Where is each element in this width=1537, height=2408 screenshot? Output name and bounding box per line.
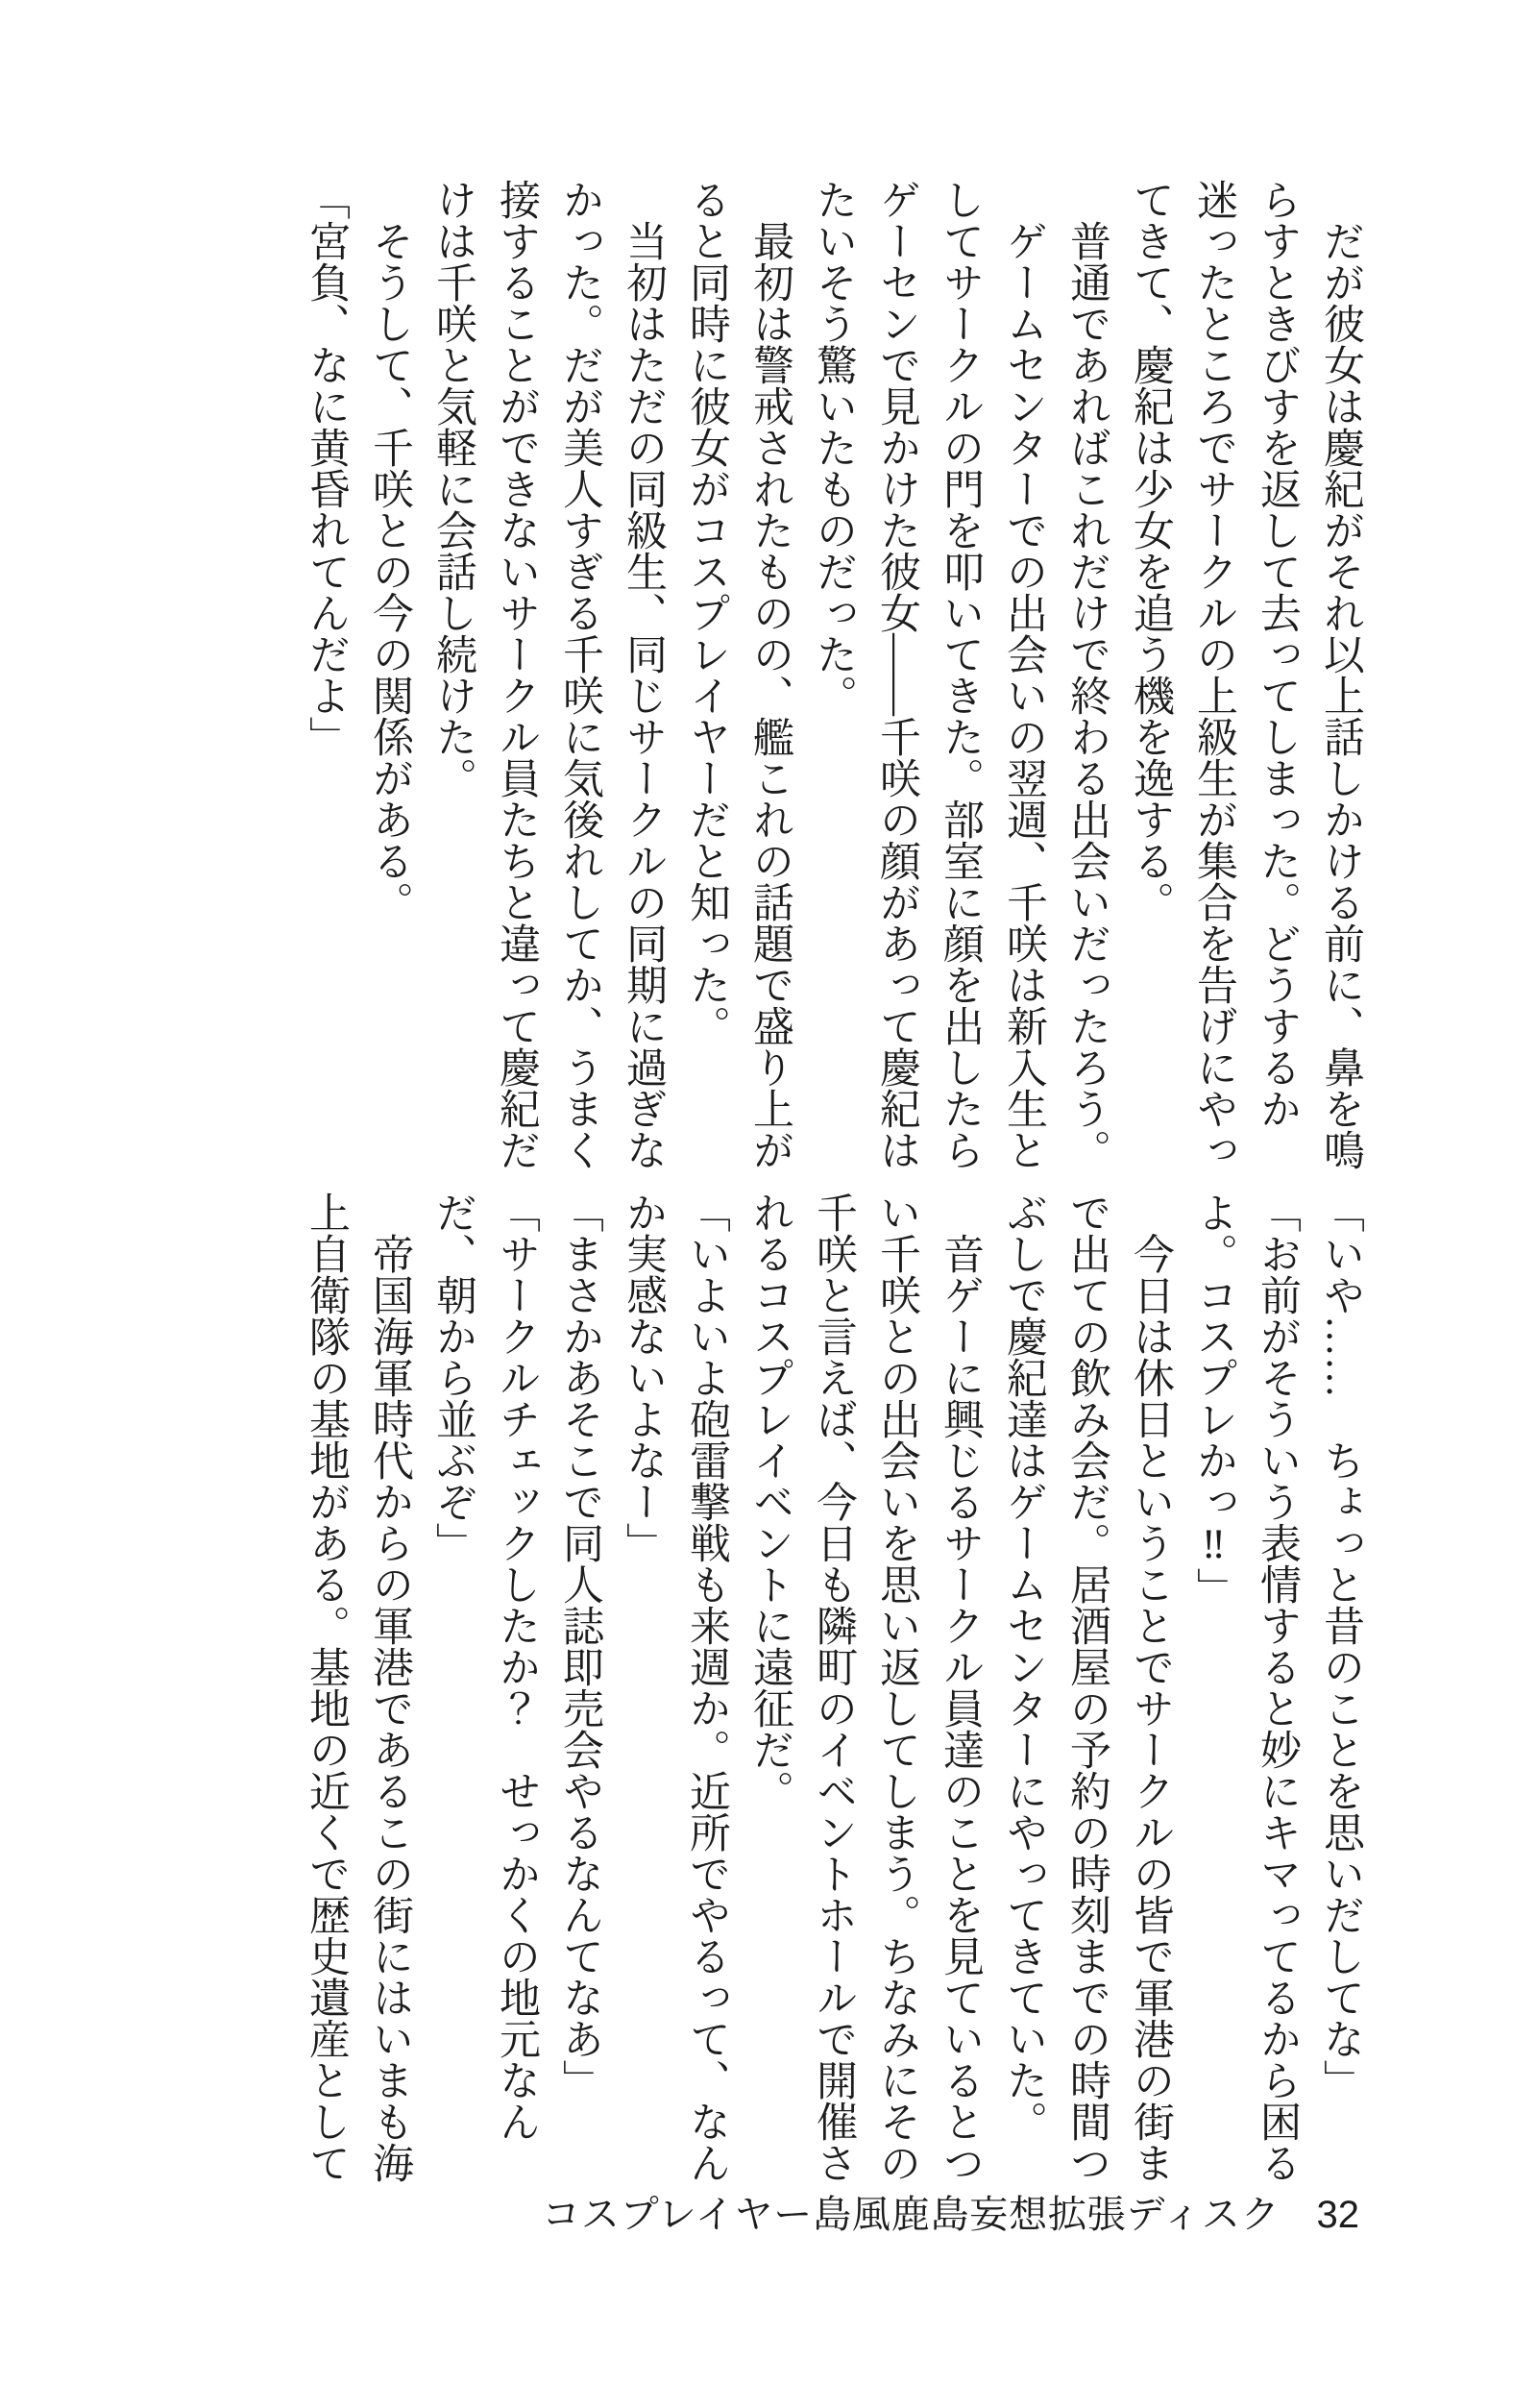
- text-line: 当初はただの同級生、同じサークルの同期に過ぎな: [621, 179, 666, 1170]
- text-line: 「いよいよ砲雷撃戦も来週か。近所でやるって、なん: [684, 1192, 729, 2183]
- text-line: たいそう驚いたものだった。: [811, 179, 856, 716]
- text-line: かった。だが美人すぎる千咲に気後れしてか、うまく: [557, 179, 602, 1170]
- text-line: 普通であればこれだけで終わる出会いだったろう。: [1064, 179, 1110, 1170]
- text-line: 「お前がそういう表情すると妙にキマってるから困る: [1255, 1192, 1300, 2183]
- bottom-text-block: [294, 1192, 1372, 2187]
- text-line: けは千咲と気軽に会話し続けた。: [430, 179, 476, 799]
- page-number: 32: [1316, 2194, 1359, 2236]
- text-line: 千咲と言えば、今日も隣町のイベントホールで開催さ: [811, 1192, 856, 2183]
- text-line: 「まさかあそこで同人誌即売会やるなんてなあ」: [557, 1192, 602, 2101]
- text-line: だ、朝から並ぶぞ」: [430, 1192, 476, 1563]
- text-line: ると同時に彼女がコスプレイヤーだと知った。: [684, 179, 729, 1046]
- text-line: 帝国海軍時代からの軍港であるこの街にはいまも海: [367, 1192, 412, 2183]
- text-line: してサークルの門を叩いてきた。部室に顔を出したら: [938, 179, 983, 1170]
- text-line: よ。コスプレかっ‼」: [1191, 1192, 1236, 1609]
- text-line: 「サークルチェックしたか？ せっかくの地元なん: [494, 1192, 539, 2142]
- text-line: らすときびすを返して去ってしまった。どうするか: [1255, 179, 1300, 1129]
- top-text-block: [294, 179, 1372, 1174]
- page-footer: [542, 2194, 1359, 2236]
- text-line: 上自衛隊の基地がある。基地の近くで歴史遺産として: [304, 1192, 349, 2183]
- text-line: か実感ないよなー」: [621, 1192, 666, 1563]
- text-line: い千咲との出会いを思い返してしまう。ちなみにその: [874, 1192, 919, 2183]
- text-line: てきて、慶紀は少女を追う機を逸する。: [1128, 179, 1173, 922]
- text-line: ぶしで慶紀達はゲームセンターにやってきていた。: [1001, 1192, 1046, 2142]
- text-line: そうして、千咲との今の関係がある。: [367, 179, 412, 922]
- text-line: 音ゲーに興じるサークル員達のことを見ているとつ: [938, 1192, 983, 2183]
- text-line: ゲーセンで見かけた彼女――千咲の顔があって慶紀は: [874, 179, 919, 1170]
- text-line: 「宮負、なに黄昏れてんだよ」: [304, 179, 349, 757]
- footer-title: コスプレイヤー島風鹿島妄想拡張ディスク: [542, 2194, 1281, 2236]
- text-line: で出ての飲み会だ。居酒屋の予約の時刻までの時間つ: [1064, 1192, 1110, 2183]
- text-line: 接することができないサークル員たちと違って慶紀だ: [494, 179, 539, 1170]
- text-line: れるコスプレイベントに遠征だ。: [747, 1192, 793, 1811]
- text-line: 「いや…… ちょっと昔のことを思いだしてな」: [1318, 1192, 1363, 2101]
- text-line: 迷ったところでサークルの上級生が集合を告げにやっ: [1191, 179, 1236, 1170]
- text-line: 今日は休日ということでサークルの皆で軍港の街ま: [1128, 1192, 1173, 2183]
- text-line: ゲームセンターでの出会いの翌週、千咲は新入生と: [1001, 179, 1046, 1170]
- text-line: 最初は警戒されたものの、艦これの話題で盛り上が: [747, 179, 793, 1170]
- text-line: だが彼女は慶紀がそれ以上話しかける前に、鼻を鳴: [1318, 179, 1363, 1170]
